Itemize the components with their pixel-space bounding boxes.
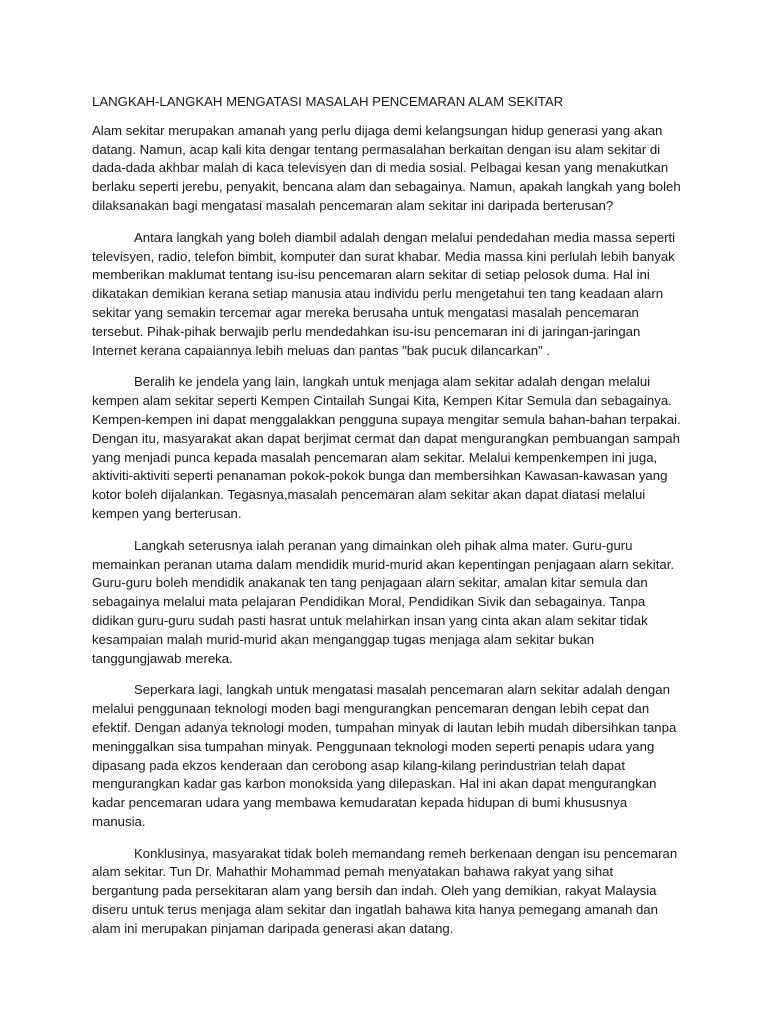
paragraph-teknologi: Seperkara lagi, langkah untuk mengatasi masalah pencemaran alarn sekitar adalah dengan melalui penggunaan teknologi moden bagi mengurangkan pencemaran dengan lebih cepat dan efektif. Dengan adanya teknologi moden, tumpahan minyak di lautan lebih mudah dibersihkan tanpa meninggalkan sisa tumpahan minyak. Penggunaan teknologi moden seperti penapis udara yang dipasang pada ekzos kenderaan dan cerobong asap kilang-kilang perindustrian telah dapat mengurangkan kadar gas karbon monoksida yang dilepaskan. Hal ini akan dapat mengurangkan kadar pencemaran udara yang membawa kemudaratan kepada hidupan di bumi khususnya manusia. <box>92 682 677 829</box>
document-body <box>92 93 682 952</box>
document-title: LANGKAH-LANGKAH MENGATASI MASALAH PENCEMARAN ALAM SEKITAR <box>92 94 564 109</box>
paragraph-media-massa: Antara langkah yang boleh diambil adalah dengan melalui pendedahan media massa seperti televisyen, radio, telefon bimbit, komputer dan surat khabar. Media massa kini perlulah lebih banyak memberikan maklumat tentang isu-isu pencemaran alarn sekitar di setiap pelosok duma. Hal ini dikatakan demikian kerana setiap manusia atau individu perlu mengetahui ten tang keadaan alarn sekitar yang semakin tercemar agar mereka berusaha untuk mengatasi masalah pencemaran tersebut. Pihak-pihak berwajib perlu mendedahkan isu-isu pencemaran ini di jaringan-jaringan Internet kerana capaiannya lebih meluas dan pantas "bak pucuk dilancarkan" . <box>92 229 676 358</box>
paragraph-kempen: Beralih ke jendela yang lain, langkah untuk menjaga alam sekitar adalah dengan melalui kempen alam sekitar seperti Kempen Cintailah Sungai Kita, Kempen Kitar Semula dan sebagainya. Kempen-kempen ini dapat menggalakkan pengguna supaya mengitar semula bahan-bahan terpakai. Dengan itu, masyarakat akan dapat berjimat cermat dan dapat mengurangkan pembuangan sampah yang menjadi punca kepada masalah pencemaran alam sekitar. Melalui kempenkempen ini juga, aktiviti-aktiviti seperti penanaman pokok-pokok bunga dan membersihkan Kawasan-kawasan yang kotor boleh dijalankan. Tegasnya,masalah pencemaran alam sekitar akan dapat diatasi melalui kempen yang berterusan. <box>92 374 681 521</box>
paragraph-guru: Langkah seterusnya ialah peranan yang dimainkan oleh pihak alma mater. Guru-guru memainkan peranan utama dalam mendidik murid-murid akan kepentingan penjagaan alarn sekitar. Guru-guru boleh mendidik anakanak ten tang penjagaan alarn sekitar, amalan kitar semula dan sebagainya melalui mata pelajaran Pendidikan Moral, Pendidikan Sivik dan sebagainya. Tanpa didikan guru-guru sudah pasti hasrat untuk melahirkan insan yang cinta akan alam sekitar tidak kesampaian malah murid-murid akan menganggap tugas menjaga alam sekitar bukan tanggungjawab mereka. <box>92 537 675 666</box>
paragraph-introduction: Alam sekitar merupakan amanah yang perlu dijaga demi kelangsungan hidup generasi yang akan datang. Namun, acap kali kita dengar tentang permasalahan berkaitan dengan isu alam sekitar di dada-dada akhbar malah di kaca televisyen dan di media sosial. Pelbagai kesan yang menakutkan berlaku seperti jerebu, penyakit, bencana alam dan sebagainya. Namun, apakah langkah yang boleh dilaksanakan bagi mengatasi masalah pencemaran alam sekitar ini daripada berterusan? <box>92 122 681 213</box>
paragraph-conclusion: Konklusinya, masyarakat tidak boleh memandang remeh berkenaan dengan isu pencemaran alam sekitar. Tun Dr. Mahathir Mohammad pemah menyatakan bahawa rakyat yang sihat bergantung pada persekitaran alam yang bersih dan indah. Oleh yang demikian, rakyat Malaysia diseru untuk terus menjaga alam sekitar dan ingatlah bahawa kita hanya pemegang amanah dan alam ini merupakan pinjaman daripada generasi akan datang. <box>92 845 678 936</box>
